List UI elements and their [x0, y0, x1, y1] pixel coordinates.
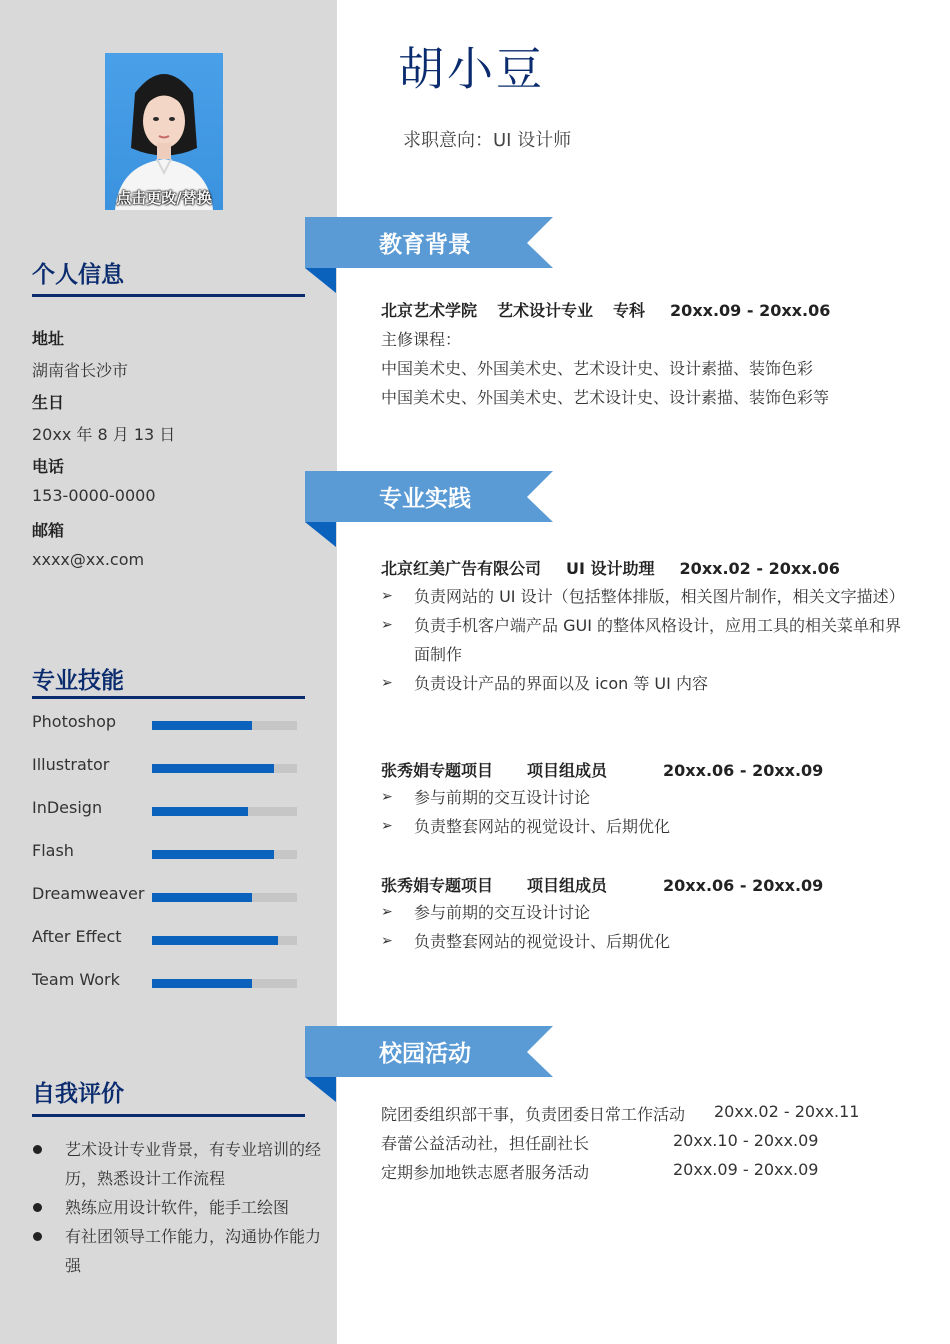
duty-list [381, 898, 901, 956]
skill-bar-fill [152, 764, 274, 773]
skill-bar-track [152, 893, 297, 902]
email-value: xxxx@xx.com [32, 550, 145, 569]
skill-row [32, 755, 302, 775]
personal-info-title: 个人信息 [32, 262, 124, 288]
list-item: 艺术设计专业背景，有专业培训的经历，熟悉设计工作流程 [32, 1135, 332, 1193]
activity-row [381, 1102, 860, 1125]
list-item: ➢ 参与前期的交互设计讨论 [381, 898, 901, 927]
campus-banner [305, 1026, 555, 1096]
job-intent: 求职意向：UI 设计师 [403, 130, 572, 151]
skill-bar-fill [152, 936, 278, 945]
list-item: ➢ 负责整套网站的视觉设计、后期优化 [381, 927, 901, 956]
campus-title: 校园活动 [379, 1041, 471, 1067]
arrow-bullet-icon: ➢ [381, 588, 393, 604]
job-header [381, 873, 823, 896]
skill-row [32, 712, 302, 732]
skill-row [32, 841, 302, 861]
address-label: 地址 [32, 329, 65, 348]
skills-divider [32, 696, 305, 699]
skill-name: Illustrator [32, 755, 110, 774]
practice-banner [305, 471, 555, 541]
education-title: 教育背景 [379, 232, 471, 258]
job-role: 项目组成员 [527, 761, 608, 780]
birthday-value: 20xx 年 8 月 13 日 [32, 425, 176, 444]
skill-name: Photoshop [32, 712, 117, 731]
skill-row [32, 970, 302, 990]
practice-title: 专业实践 [379, 486, 471, 512]
activity-row [381, 1160, 819, 1183]
skill-row [32, 884, 302, 904]
job-header [381, 556, 840, 579]
list-item: 熟练应用设计软件，能手工绘图 [32, 1193, 332, 1222]
photo-caption[interactable]: 点击更改/替换 [116, 189, 212, 207]
skill-bar-track [152, 721, 297, 730]
birthday-label: 生日 [32, 393, 65, 412]
self-eval-list [32, 1135, 332, 1280]
company-name: 北京红美广告有限公司 [381, 559, 542, 578]
candidate-name: 胡小豆 [398, 42, 545, 96]
activity-row [381, 1131, 819, 1154]
bullet-dot-icon [33, 1145, 42, 1154]
job-role: 项目组成员 [527, 876, 608, 895]
company-name: 张秀娟专题项目 [381, 876, 494, 895]
address-value: 湖南省长沙市 [32, 361, 129, 380]
skill-name: Dreamweaver [32, 884, 145, 903]
skill-bar-fill [152, 850, 274, 859]
skill-name: Flash [32, 841, 74, 860]
courses-label: 主修课程： [381, 330, 462, 349]
list-item: ➢ 负责手机客户端产品 GUI 的整体风格设计，应用工具的相关菜单和界面制作 [381, 611, 901, 669]
skill-row [32, 927, 302, 947]
list-item: ➢ 负责整套网站的视觉设计、后期优化 [381, 812, 901, 841]
skill-bar-fill [152, 721, 252, 730]
skill-bar-track [152, 936, 297, 945]
list-item: 有社团领导工作能力，沟通协作能力强 [32, 1222, 332, 1280]
arrow-bullet-icon: ➢ [381, 675, 393, 691]
major-name: 艺术设计专业 [497, 301, 594, 320]
activity-text: 春蕾公益活动社，担任副社长 [381, 1134, 590, 1153]
arrow-bullet-icon: ➢ [381, 818, 393, 834]
courses-line: 中国美术史、外国美术史、艺术设计史、设计素描、装饰色彩 [381, 359, 814, 378]
activity-text: 定期参加地铁志愿者服务活动 [381, 1163, 590, 1182]
skill-bar-track [152, 850, 297, 859]
job-role: UI 设计助理 [566, 559, 655, 578]
duty-list [381, 582, 905, 698]
list-item: ➢ 参与前期的交互设计讨论 [381, 783, 901, 812]
job-header [381, 758, 823, 781]
company-name: 张秀娟专题项目 [381, 761, 494, 780]
skill-bar-track [152, 807, 297, 816]
arrow-bullet-icon: ➢ [381, 617, 393, 633]
personal-info-divider [32, 294, 305, 297]
arrow-bullet-icon: ➢ [381, 904, 393, 920]
self-eval-divider [32, 1114, 305, 1117]
list-item: ➢ 负责网站的 UI 设计（包括整体排版，相关图片制作，相关文字描述） [381, 582, 901, 611]
arrow-bullet-icon: ➢ [381, 789, 393, 805]
list-item: ➢ 负责设计产品的界面以及 icon 等 UI 内容 [381, 669, 901, 698]
job-period: 20xx.06 - 20xx.09 [663, 761, 824, 780]
arrow-bullet-icon: ➢ [381, 933, 393, 949]
duty-list [381, 783, 901, 841]
self-eval-title: 自我评价 [32, 1081, 124, 1107]
activity-period: 20xx.09 - 20xx.09 [673, 1160, 819, 1179]
job-period: 20xx.06 - 20xx.09 [663, 876, 824, 895]
school-name: 北京艺术学院 [381, 301, 478, 320]
skill-bar-fill [152, 893, 252, 902]
activity-period: 20xx.10 - 20xx.09 [673, 1131, 819, 1150]
skill-bar-track [152, 979, 297, 988]
skill-bar-track [152, 764, 297, 773]
education-banner [305, 217, 555, 287]
profile-photo[interactable] [105, 53, 223, 210]
activity-text: 院团委组织部干事，负责团委日常工作活动 [381, 1105, 686, 1124]
education-header [381, 298, 830, 321]
email-label: 邮箱 [32, 521, 65, 540]
skill-name: InDesign [32, 798, 103, 817]
job-period: 20xx.02 - 20xx.06 [679, 559, 840, 578]
skill-name: Team Work [32, 970, 120, 989]
bullet-dot-icon [33, 1232, 42, 1241]
bullet-dot-icon [33, 1203, 42, 1212]
skill-row [32, 798, 302, 818]
degree: 专科 [613, 301, 646, 320]
phone-value: 153-0000-0000 [32, 486, 156, 505]
courses-line: 中国美术史、外国美术史、艺术设计史、设计素描、装饰色彩等 [381, 388, 830, 407]
education-period: 20xx.09 - 20xx.06 [670, 301, 831, 320]
skill-bar-fill [152, 979, 252, 988]
skill-name: After Effect [32, 927, 122, 946]
phone-label: 电话 [32, 457, 65, 476]
skill-bar-fill [152, 807, 248, 816]
skills-title: 专业技能 [32, 668, 124, 694]
activity-period: 20xx.02 - 20xx.11 [714, 1102, 860, 1121]
